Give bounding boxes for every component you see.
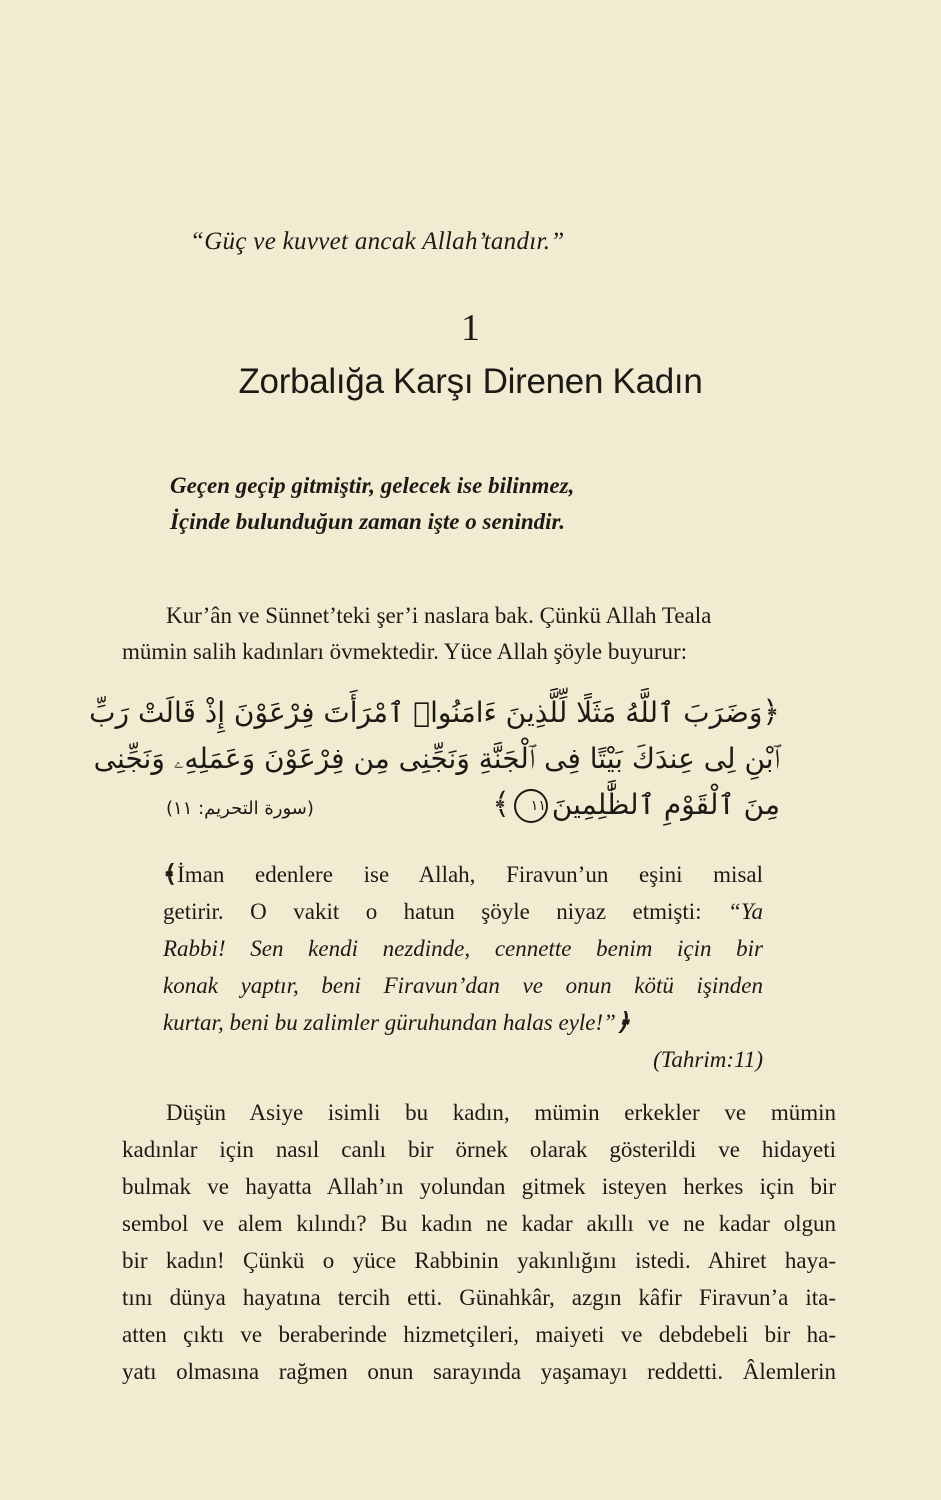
translation-open-mark: ﴾ bbox=[163, 862, 178, 888]
body-line: sembol ve alem kılındı? Bu kadın ne kadar akıllı ve ne kadar olgun bbox=[122, 1211, 836, 1236]
arabic-verse-line bbox=[89, 690, 780, 736]
translation-line bbox=[163, 893, 763, 930]
arabic-verse-text: مِنَ ٱلْقَوْمِ ٱلظَّٰلِمِينَ bbox=[551, 788, 780, 821]
intro-line: mümin salih kadınları övmektedir. Yüce Allah şöyle buyurur: bbox=[122, 639, 688, 664]
arabic-verse-line: ٱبْنِ لِى عِندَكَ بَيْتًا فِى ٱلْجَنَّةِ وَنَجِّنِى مِن فِرْعَوْنَ وَعَمَلِهِۦ وَنَجِّنِى bbox=[93, 742, 780, 775]
translation-line bbox=[163, 1004, 763, 1041]
ayah-number-marker: ١١ bbox=[514, 789, 548, 823]
translation-quote-start: “Ya bbox=[728, 899, 764, 924]
body-line: bir kadın! Çünkü o yüce Rabbinin yakınlığını istedi. Ahiret haya- bbox=[122, 1248, 836, 1273]
translation-close-mark: ﴿ bbox=[615, 1010, 631, 1036]
body-line: tını dünya hayatına tercih etti. Günahkâr, azgın kâfir Firavun’a ita- bbox=[122, 1285, 836, 1310]
epigraph-quote: “Güç ve kuvvet ancak Allah’tandır.” bbox=[190, 228, 565, 255]
verse-open-bracket: ﴿ bbox=[762, 695, 780, 730]
translation-line bbox=[163, 856, 763, 893]
poem-line: Geçen geçip gitmiştir, gelecek ise bilinmez, bbox=[170, 473, 575, 498]
translation-reference: (Tahrim:11) bbox=[653, 1047, 763, 1072]
poem-line: İçinde bulunduğun zaman işte o senindir. bbox=[170, 509, 565, 534]
chapter-title: Zorbalığa Karşı Direnen Kadın bbox=[238, 362, 703, 401]
chapter-number: 1 bbox=[461, 307, 480, 349]
translation-line: konak yaptır, beni Firavun’dan ve onun kötü işinden bbox=[163, 973, 763, 998]
translation-text: İman edenlere ise Allah, Firavun’un eşini misal bbox=[177, 862, 763, 887]
body-line: Düşün Asiye isimli bu kadın, mümin erkekler ve mümin bbox=[166, 1100, 836, 1125]
translation-text: getirir. O vakit o hatun şöyle niyaz etmişti: bbox=[163, 899, 702, 924]
poem-couplet bbox=[170, 468, 810, 540]
translation-text: kurtar, beni bu zalimler güruhundan halas eyle!” bbox=[163, 1010, 616, 1035]
intro-line: Kur’ân ve Sünnet’teki şer’i naslara bak. Çünkü Allah Teala bbox=[166, 603, 712, 628]
body-paragraph bbox=[122, 1094, 836, 1390]
body-line: atten çıktı ve beraberinde hizmetçileri, maiyeti ve debdebeli bir ha- bbox=[122, 1322, 836, 1347]
arabic-verse-text: وَضَرَبَ ٱللَّهُ مَثَلًا لِّلَّذِينَ ءَامَنُوا۟ ٱمْرَأَتَ فِرْعَوْنَ إِذْ قَالَتْ رَبِّ bbox=[89, 696, 763, 729]
surah-reference: (سورة التحريم: ١١) bbox=[166, 798, 314, 819]
body-line: bulmak ve hayatta Allah’ın yolundan gitmek isteyen herkes için bir bbox=[122, 1174, 836, 1199]
body-line: yatı olmasına rağmen onun sarayında yaşamayı reddetti. Âlemlerin bbox=[122, 1359, 836, 1384]
verse-close-bracket: ﴾ bbox=[492, 787, 510, 822]
intro-paragraph bbox=[122, 598, 838, 670]
translation-line: Rabbi! Sen kendi nezdinde, cennette benim için bir bbox=[163, 936, 763, 961]
body-line: kadınlar için nasıl canlı bir örnek olarak gösterildi ve hidayeti bbox=[122, 1137, 836, 1162]
verse-translation bbox=[163, 856, 763, 1078]
